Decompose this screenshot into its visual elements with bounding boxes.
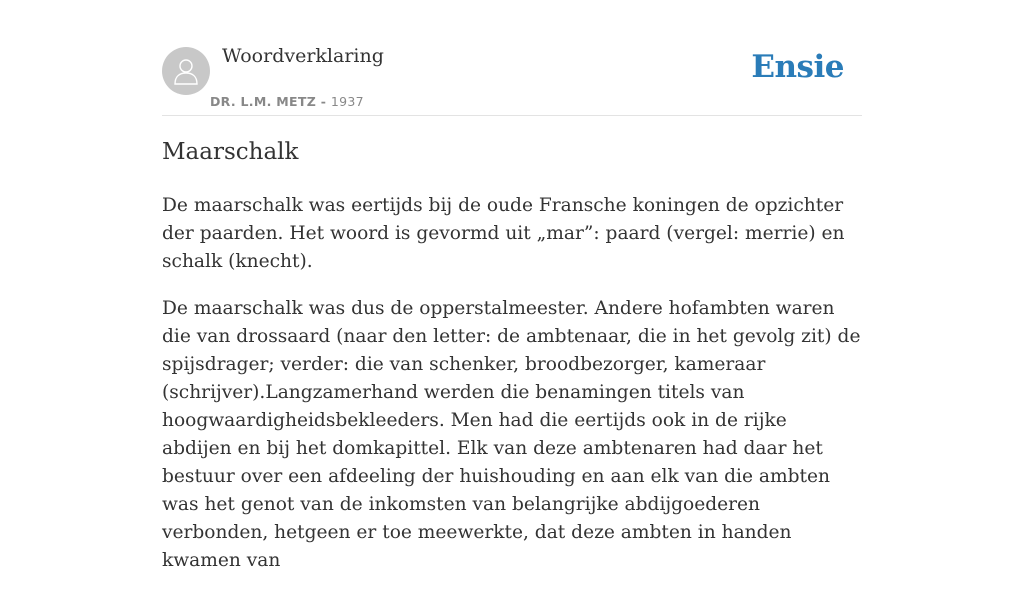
- article-header: [162, 0, 862, 116]
- author-separator: -: [316, 94, 331, 109]
- author-name[interactable]: DR. L.M. METZ: [210, 94, 317, 109]
- article-title: Maarschalk: [162, 139, 299, 165]
- avatar[interactable]: [162, 47, 210, 95]
- user-icon: [173, 57, 199, 85]
- article-paragraph: De maarschalk was eertijds bij de oude Fransche koningen de opzichter der paarden. Het woord is gevormd uit „mar”: paard (vergel: merrie) en schalk (knecht).: [162, 195, 845, 272]
- author-line: [210, 94, 364, 109]
- page: [162, 0, 862, 571]
- brand-logo[interactable]: Ensie: [751, 49, 844, 85]
- publication-year: 1937: [330, 94, 364, 109]
- article-body: [162, 192, 862, 594]
- article-paragraph: De maarschalk was dus de opperstalmeester. Andere hofambten waren die van drossaard (naar den letter: de ambtenaar, die in het gevolg zit) de spijsdrager; verder: die van schenker, broodbezorger, kameraar (schrijver).Langzamerhand werden die benamingen titels van hoogwaardigheidsbekleeders. Men had die eertijds ook in de rijke abdijen en bij het domkapittel. Elk van deze ambtenaren had daar het bestuur over een afdeeling der huishouding en aan elk van die ambten was het genot van de inkomsten van belangrijke abdijgoederen verbonden, hetgeen er toe meewerkte, dat deze ambten in handen kwamen van: [162, 298, 861, 571]
- source-name[interactable]: Woordverklaring: [222, 45, 384, 67]
